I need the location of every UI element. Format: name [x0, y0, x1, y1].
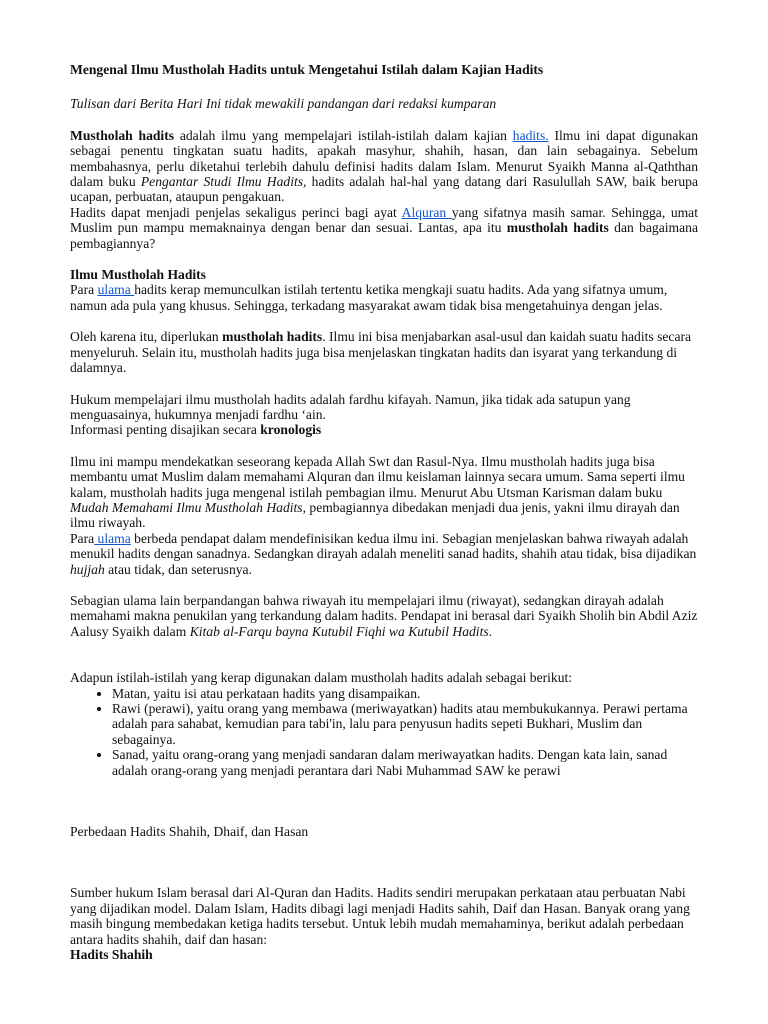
disclaimer: Tulisan dari Berita Hari Ini tidak mewakili pandangan dari redaksi kumparan — [70, 96, 497, 112]
intro-paragraph-2: Hadits dapat menjadi penjelas sekaligus perinci bagi ayat Alquran yang sifatnya masih samar. Sehingga, umat Muslim pun mampu memaknainya dengan benar dan sesuai. Lantas, apa itu mustholah hadits dan bagaimana pembagiannya? — [70, 204, 698, 251]
link-hadits[interactable]: hadits. — [512, 127, 549, 143]
section1-paragraph-2: Oleh karena itu, diperlukan mustholah hadits. Ilmu ini bisa menjabarkan asal-usul dan kaidah suatu hadits secara menyeluruh. Selain itu, mustholah hadits juga bisa menjelaskan tingkatan hadits dan isyarat yang terkandung di dalamnya. — [70, 329, 692, 376]
section1-paragraph-7: Sebagian ulama lain berpandangan bahwa riwayah itu mempelajari ilmu (riwayat), sedangkan dirayah adalah memahami makna penukilan yang terkandung dalam hadits. Pendapat ini berasal dari Syaikh Sholih bin Abdil Aziz Aalusy Syaikh dalam Kitab al-Farqu bayna Kutubil Fiqhi wa Kutubil Hadits. — [70, 592, 698, 639]
section1-paragraph-6: Para ulama berbeda pendapat dalam mendefinisikan kedua ilmu ini. Sebagian menjelaskan bahwa riwayah adalah menukil hadits dengan sanadnya. Sedangkan dirayah adalah meneliti sanad hadits, shahih atau tidak, bisa dijadikan hujjah atau tidak, dan seterusnya. — [70, 530, 697, 577]
section1-paragraph-1: Para ulama hadits kerap memunculkan istilah tertentu ketika mengkaji suatu hadits. Ada yang sifatnya umum, namun ada pula yang khusus. Sehingga, terkadang masyarakat awam tidak bisa mengetahuinya dengan jelas. — [70, 282, 668, 313]
list-item: • Matan, yaitu isi atau perkataan hadits yang disampaikan. — [112, 686, 698, 701]
section-heading-hadits-shahih: Hadits Shahih — [70, 947, 153, 963]
section1-paragraph-4: Informasi penting disajikan secara kronologis — [70, 422, 322, 438]
link-alquran[interactable]: Alquran — [401, 204, 452, 220]
section-heading-perbedaan: Perbedaan Hadits Shahih, Dhaif, dan Hasan — [70, 824, 309, 840]
section1-paragraph-8: Adapun istilah-istilah yang kerap digunakan dalam mustholah hadits adalah sebagai berikut: — [70, 670, 573, 686]
link-ulama-2[interactable]: ulama — [94, 530, 131, 546]
section2-paragraph-1: Sumber hukum Islam berasal dari Al-Quran dan Hadits. Hadits sendiri merupakan perkataan atau perbuatan Nabi yang dijadikan model. Dalam Islam, Hadits dibagi lagi menjadi Hadits sahih, Daif dan Hasan. Banyak orang yang masih bingung membedakan ketiga hadits tersebut. Untuk lebih mudah memahaminya, berikut adalah perbedaan antara hadits shahih, daif dan hasan: — [70, 885, 690, 947]
link-ulama[interactable]: ulama — [97, 282, 135, 298]
section-heading-ilmu: Ilmu Mustholah Hadits — [70, 267, 206, 283]
section1-paragraph-5: Ilmu ini mampu mendekatkan seseorang kepada Allah Swt dan Rasul-Nya. Ilmu mustholah hadits juga bisa membantu umat Muslim dalam memahami Alquran dan ilmu keislaman lainnya secara umum. Sama seperti ilmu kalam, mustholah hadits juga mengenal istilah pembagian ilmu. Menurut Abu Utsman Karisman dalam buku Mudah Memahami Ilmu Mustholah Hadits, pembagiannya dibedakan menjadi dua jenis, yakni ilmu dirayah dan ilmu riwayah. — [70, 453, 685, 531]
term-mustholah: Mustholah hadits — [70, 127, 175, 143]
list-item: • Rawi (perawi), yaitu orang yang membawa (meriwayatkan) hadits atau membukukannya. Perawi pertama adalah para sahabat, kemudian para tabi'in, lalu para penyusun hadits sepeti Bukhari, Muslim dan sebagainya. — [112, 701, 698, 747]
intro-paragraph: Mustholah hadits adalah ilmu yang mempelajari istilah-istilah dalam kajian hadits. Ilmu ini dapat digunakan sebagai penentu tingkatan suatu hadits, apakah masyhur, shahih, hasan, dan lain sebagainya. Sebelum membahasnya, perlu diketahui terlebih dahulu definisi hadits dalam Islam. Menurut Syaikh Manna al-Qaththan dalam buku Pengantar Studi Ilmu Hadits, hadits adalah hal-hal yang datang dari Rasulullah SAW, baik berupa ucapan, perbuatan, ataupun pengakuan. — [70, 127, 699, 205]
document-page — [70, 56, 698, 962]
document-title: Mengenal Ilmu Mustholah Hadits untuk Mengetahui Istilah dalam Kajian Hadits — [70, 62, 544, 77]
book-title: Pengantar Studi Ilmu Hadits, — [140, 174, 307, 190]
section1-paragraph-3: Hukum mempelajari ilmu mustholah hadits adalah fardhu kifayah. Namun, jika tidak ada satupun yang menguasainya, hukumnya menjadi fardhu ‘ain. — [70, 391, 631, 422]
term-list — [70, 686, 698, 778]
list-item: • Sanad, yaitu orang-orang yang menjadi sandaran dalam meriwayatkan hadits. Dengan kata lain, sanad adalah orang-orang yang menjadi perantara dari Nabi Muhammad SAW ke perawi — [112, 747, 698, 778]
